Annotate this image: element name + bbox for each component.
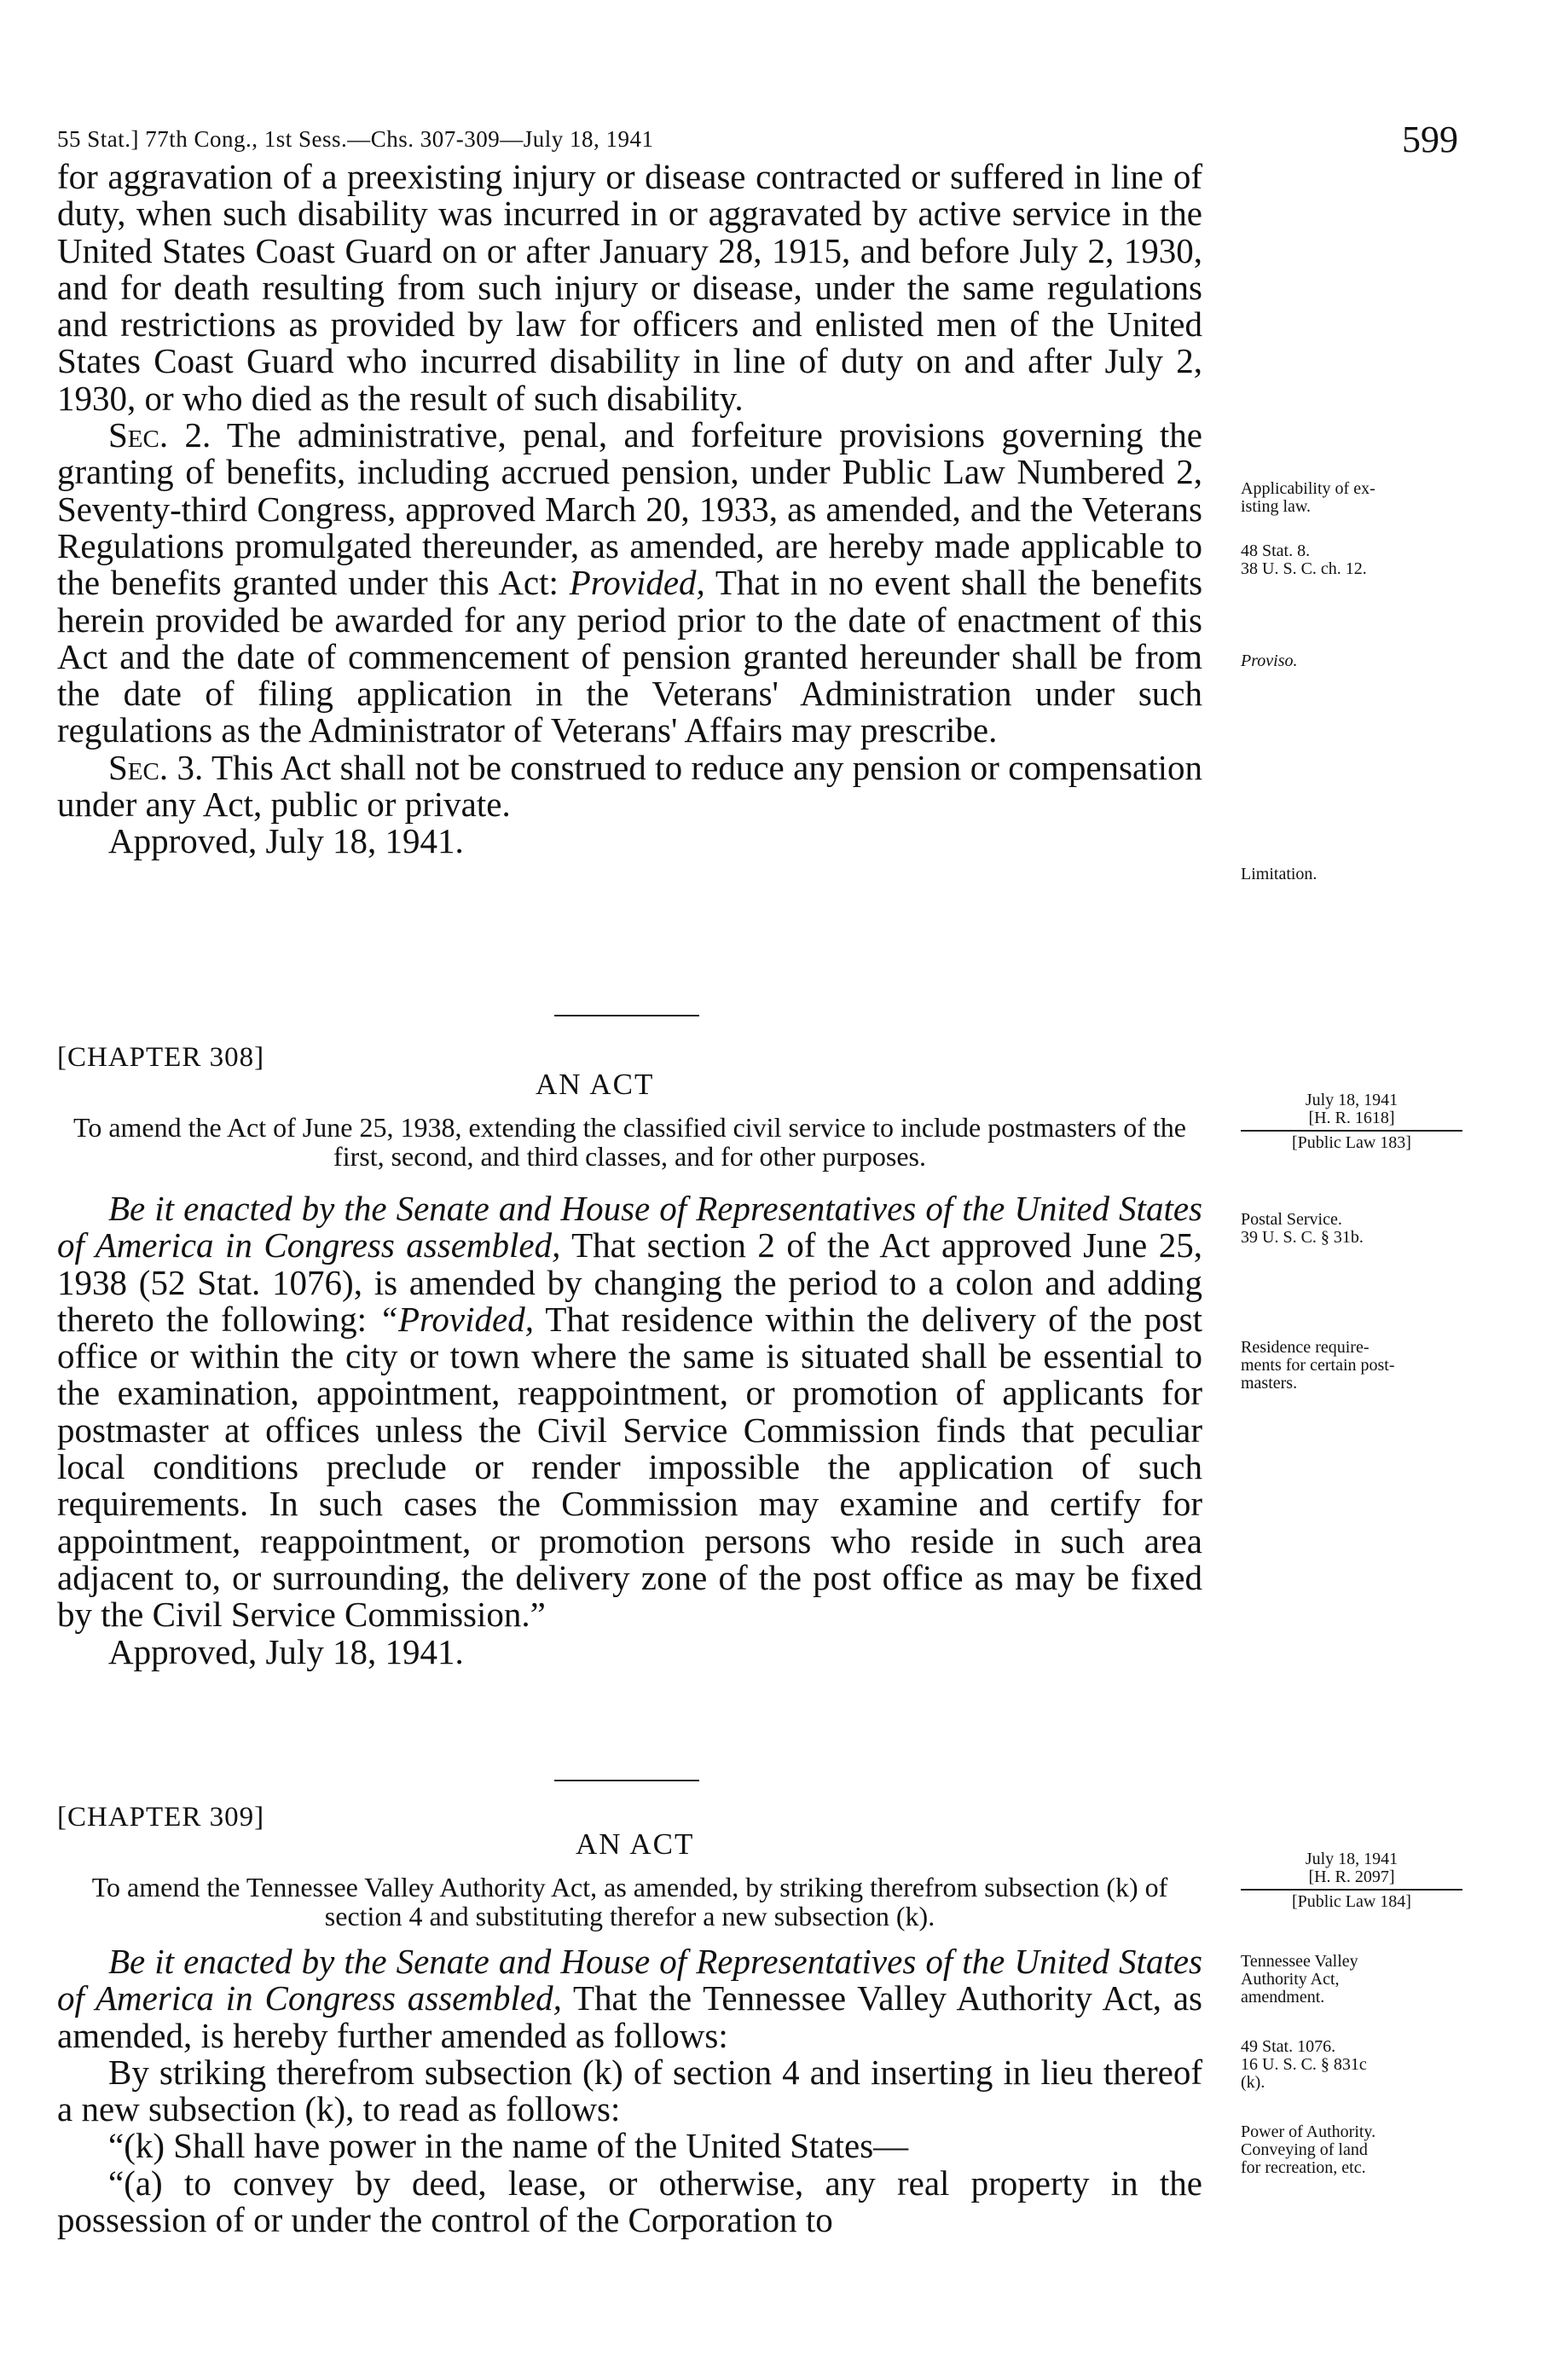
running-header: 55 Stat.] 77th Cong., 1st Sess.—Chs. 307-309—July 18, 1941	[57, 126, 654, 152]
margin-note-line: [H. R. 2097]	[1308, 1868, 1395, 1886]
margin-note-line: July 18, 1941	[1305, 1091, 1399, 1109]
separator-rule	[554, 1780, 699, 1781]
ch309-enacting-clause: Be it enacted by the Senate and House of Representatives of the United States of America in Congress assembled,	[57, 1942, 1202, 2018]
ch309-title: To amend the Tennessee Valley Authority Act, as amended, by striking therefrom subsection (k) of section 4 and substituting therefor a new subsection (k).	[91, 1872, 1168, 1931]
margin-note-line: 39 U. S. C. § 31b.	[1241, 1228, 1364, 1247]
margin-note-line: [Public Law 184]	[1241, 1889, 1462, 1911]
margin-note-line: Authority Act,	[1241, 1970, 1340, 1989]
margin-note-line: [Public Law 183]	[1241, 1130, 1462, 1152]
margin-note-line: Power of Authority.	[1241, 2122, 1376, 2141]
margin-note-tva	[1241, 1953, 1462, 2006]
margin-note-postal	[1241, 1211, 1462, 1247]
margin-note-line: [H. R. 1618]	[1308, 1109, 1395, 1127]
margin-note-power	[1241, 2123, 1462, 2177]
margin-note-line: Postal Service.	[1241, 1210, 1342, 1229]
proviso-word: Provided,	[569, 563, 705, 603]
ch308-body-part2: That residence within the delivery of the post office or within the city or town where the same is situated shall be essential to the examination, appointment, reappointment, or promotion of applicants for postmaster at offices unless the Civil Service Commission finds that peculiar local conditions preclude or render impossible the application of such requirements. In such cases the Commission may examine and certify for appointment, reappointment, or promotion persons who reside in such area adjacent to, or surrounding, the delivery zone of the post office as may be fixed by the Civil Service Commission.”	[57, 1299, 1203, 1635]
ch309-act-heading: AN ACT	[576, 1827, 695, 1861]
chapter-308-label: [CHAPTER 308]	[57, 1042, 265, 1073]
ch308-proviso-word: “Provided,	[379, 1299, 534, 1339]
margin-note-line: for recreation, etc.	[1241, 2158, 1366, 2177]
sec2-text: The administrative, penal, and forfeiture provisions governing the granting of benefits, including accrued pension, under Public Law Numbered 2, Seventy-third Congress, approved March 20, 1933, as amended, and the Veterans Regulations promulgated thereunder, as amended, are hereby made applicable to the benefits granted under this Act:	[57, 415, 1203, 603]
sec3-text: This Act shall not be construed to reduce any pension or compensation under any Act, public or private.	[57, 747, 1202, 825]
ch307-approved: Approved, July 18, 1941.	[108, 821, 464, 861]
ch309-quote-a: “(a) to convey by deed, lease, or otherwise, any real property in the possession of or under the control of the Corporation to	[57, 2163, 1202, 2240]
margin-note-residence	[1241, 1339, 1462, 1393]
margin-note-line: ments for certain post-	[1241, 1356, 1395, 1375]
chapter-307-text	[57, 159, 1202, 860]
ch309-enactment	[57, 1943, 1202, 2054]
ch307-section-3	[57, 747, 1202, 825]
margin-note-line: masters.	[1241, 1374, 1298, 1393]
margin-note-line: 49 Stat. 1076.	[1241, 2037, 1336, 2056]
chapter-308-text	[57, 1190, 1202, 1671]
ch309-body-part1: That the Tennessee Valley Authority Act, as amended, is hereby further amended as follows:	[57, 1978, 1202, 2055]
margin-note-ch309-info	[1241, 1850, 1462, 1911]
ch308-body-part1: That section 2 of the Act approved June 25, 1938 (52 Stat. 1076), is amended by changing the period to a colon and adding thereto the following:	[57, 1225, 1202, 1339]
ch309-quote-k: “(k) Shall have power in the name of the United States—	[108, 2126, 909, 2166]
ch308-approved: Approved, July 18, 1941.	[108, 1631, 464, 1671]
sec2-label: Sec. 2.	[108, 415, 211, 455]
margin-note-line: Tennessee Valley	[1241, 1952, 1358, 1971]
margin-note-line: 48 Stat. 8.	[1241, 541, 1311, 560]
margin-note-line: isting law.	[1241, 497, 1312, 516]
ch309-body-part2: By striking therefrom subsection (k) of section 4 and inserting in lieu thereof a new subsection (k), to read as follows:	[57, 2052, 1202, 2129]
margin-note-line: July 18, 1941	[1305, 1850, 1399, 1868]
margin-note-line: Residence require-	[1241, 1338, 1370, 1357]
ch308-act-heading: AN ACT	[536, 1068, 655, 1101]
sec3-label: Sec. 3.	[108, 747, 204, 787]
separator-rule	[554, 1015, 699, 1016]
chapter-309-text	[57, 1943, 1202, 2238]
proviso-text: That in no event shall the benefits herein provided be awarded for any period prior to the date of enactment of this Act and the date of commencement of pension granted hereunder shall be from the date of filing application in the Veterans' Administration under such regulations as the Administrator of Veterans' Affairs may prescribe.	[57, 563, 1203, 750]
margin-note-line: 38 U. S. C. ch. 12.	[1241, 559, 1367, 578]
ch307-continuation: for aggravation of a preexisting injury or disease contracted or suffered in line of duty, when such disability was incurred in or aggravated by active service in the United States Coast Guard on or after January 28, 1915, and before July 2, 1930, and for death resulting from such injury or disease, under the same regulations and restrictions as provided by law for officers and enlisted men of the United States Coast Guard who incurred disability in line of duty on and after July 2, 1930, or who died as the result of such disability.	[57, 157, 1202, 418]
ch307-section-2	[57, 417, 1202, 750]
margin-note-line: amendment.	[1241, 1988, 1325, 2006]
margin-note-line: 16 U. S. C. § 831c	[1241, 2055, 1367, 2074]
margin-note-line: Applicability of ex-	[1241, 479, 1375, 498]
ch308-enacting-clause: Be it enacted by the Senate and House of Representatives of the United States of America in Congress assembled,	[57, 1189, 1202, 1265]
margin-note-line: Conveying of land	[1241, 2140, 1368, 2159]
margin-note-limitation: Limitation.	[1241, 865, 1317, 883]
ch308-title: To amend the Act of June 25, 1938, extending the classified civil service to include postmasters of the first, second, and third classes, and for other purposes.	[73, 1112, 1186, 1172]
margin-note-citation	[1241, 542, 1462, 578]
margin-note-ch308-info	[1241, 1092, 1462, 1152]
margin-note-line: (k).	[1241, 2073, 1265, 2092]
margin-note-proviso: Proviso.	[1241, 651, 1298, 670]
margin-note-applicability	[1241, 480, 1462, 516]
page-number: 599	[1402, 119, 1458, 160]
ch308-enactment	[57, 1190, 1202, 1634]
margin-note-stat49	[1241, 2038, 1462, 2092]
chapter-309-label: [CHAPTER 309]	[57, 1802, 265, 1833]
